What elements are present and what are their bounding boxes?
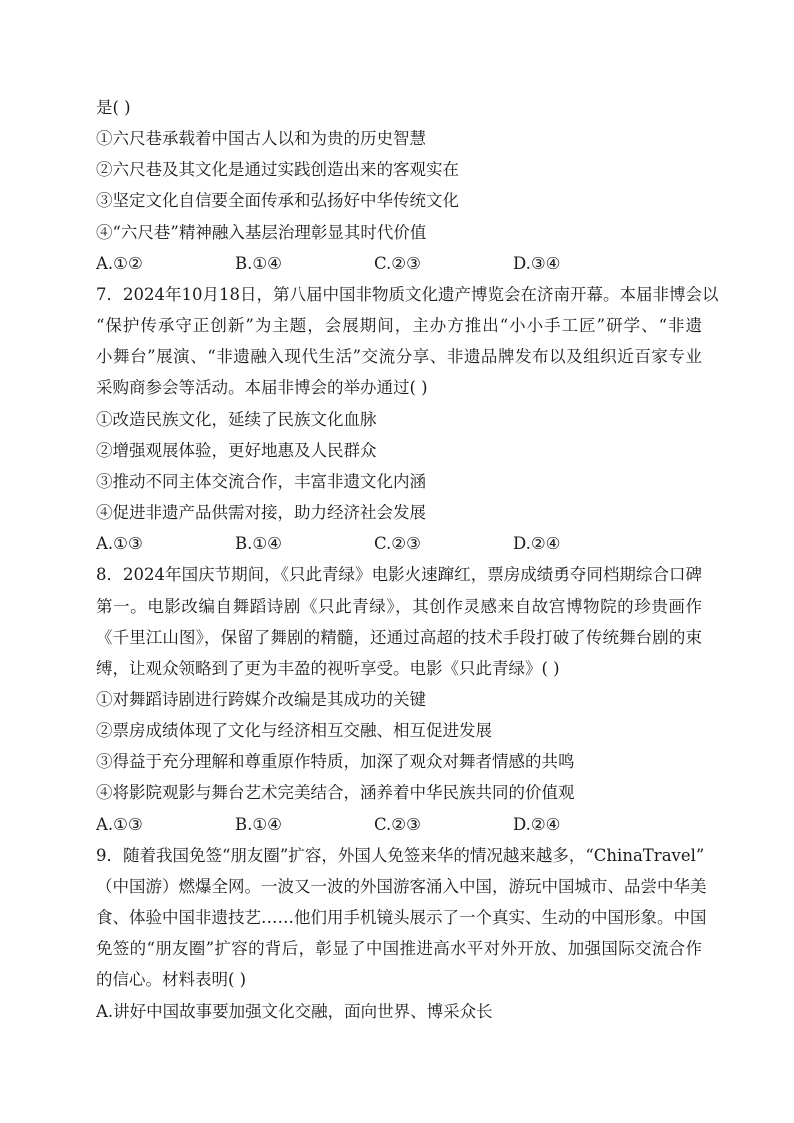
option-d: D.②④: [513, 814, 561, 834]
question-stem-line: （中国游）燃爆全网。一波又一波的外国游客涌入中国，游玩中国城市、品尝中华美: [96, 876, 707, 896]
statement-2: ②六尺巷及其文化是通过实践创造出来的客观实在: [96, 160, 459, 180]
statement-2: ②票房成绩体现了文化与经济相互交融、相互促进发展: [96, 721, 492, 741]
option-b: B.①④: [235, 534, 282, 554]
option-a: A.①③: [96, 534, 143, 554]
question-stem-line: 采购商参会等活动。本届非博会的举办通过( ): [96, 378, 428, 398]
question-stem-line: 《千里江山图》，保留了舞剧的精髓，还通过高超的技术手段打破了传统舞台剧的束: [96, 627, 702, 647]
statement-3: ③推动不同主体交流合作，丰富非遗文化内涵: [96, 471, 426, 491]
question-stem-line: 小舞台”展演、“非遗融入现代生活”交流分享、非遗品牌发布以及组织近百家专业: [96, 347, 702, 367]
statement-4: ④促进非遗产品供需对接，助力经济社会发展: [96, 503, 426, 523]
question-stem-line: 免签的“朋友圈”扩容的背后，彰显了中国推进高水平对外开放、加强国际交流合作: [96, 939, 702, 959]
statement-4: ④将影院观影与舞台艺术完美结合，涵养着中华民族共同的价值观: [96, 783, 575, 803]
question-stem-tail: 是( ): [96, 98, 131, 117]
option-b: B.①④: [235, 814, 282, 834]
statement-4: ④“六尺巷”精神融入基层治理彰显其时代价值: [96, 222, 427, 242]
question-stem-line: “保护传承守正创新”为主题，会展期间，主办方推出“小小手工匠”研学、“非遗: [96, 316, 702, 336]
option-c: C.②③: [374, 814, 421, 834]
statement-2: ②增强观展体验，更好地惠及人民群众: [96, 440, 377, 460]
question-stem-line: 的信心。材料表明( ): [96, 970, 247, 990]
statement-1: ①对舞蹈诗剧进行跨媒介改编是其成功的关键: [96, 689, 426, 709]
question-6: [96, 92, 702, 279]
option-c: C.②③: [374, 534, 421, 554]
question-stem-line: 第一。电影改编自舞蹈诗剧《只此青绿》，其创作灵感来自故宫博物院的珍贵画作: [96, 596, 702, 616]
statement-1: ①六尺巷承载着中国古人以和为贵的历史智慧: [96, 129, 426, 149]
option-b: B.①④: [235, 253, 282, 273]
option-d: D.②④: [513, 534, 561, 554]
statement-3: ③坚定文化自信要全面传承和弘扬好中华传统文化: [96, 191, 459, 211]
question-stem-line: 缚，让观众领略到了更为丰盈的视听享受。电影《只此青绿》( ): [96, 658, 560, 678]
answer-options: [96, 528, 702, 559]
option-a: A.讲好中国故事要加强文化交融，面向世界、博采众长: [96, 1001, 493, 1021]
question-8: [96, 559, 702, 839]
statement-3: ③得益于充分理解和尊重原作特质，加深了观众对舞者情感的共鸣: [96, 752, 575, 772]
answer-options: [96, 248, 702, 279]
question-stem-line: 7．2024年10月18日，第八届中国非物质文化遗产博览会在济南开幕。本届非博会以: [96, 284, 719, 304]
answer-options: [96, 809, 702, 840]
option-c: C.②③: [374, 253, 421, 273]
question-stem-line: 8．2024年国庆节期间，《只此青绿》电影火速蹿红，票房成绩勇夺同档期综合口碑: [96, 565, 702, 585]
option-d: D.③④: [513, 253, 561, 273]
option-a: A.①③: [96, 814, 143, 834]
question-stem-line: 食、体验中国非遗技艺……他们用手机镜头展示了一个真实、生动的中国形象。中国: [96, 908, 707, 928]
question-9: [96, 840, 707, 1027]
exam-page: [96, 92, 719, 1027]
option-a: A.①②: [96, 253, 143, 273]
question-stem-line: 9．随着我国免签“朋友圈”扩容，外国人免签来华的情况越来越多，“ChinaTravel”: [96, 845, 705, 865]
question-7: [96, 279, 719, 559]
statement-1: ①改造民族文化，延续了民族文化血脉: [96, 409, 377, 429]
